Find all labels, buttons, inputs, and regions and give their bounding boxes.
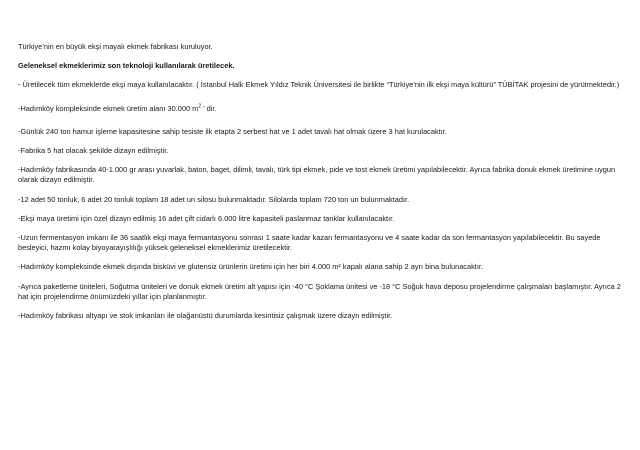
paragraph-buildings: -Hadımköy kompleksinde ekmek dışında bisküvi ve glutensiz ürünlerin üretimi için her biri 4.000 m² kapalı alana sahip 2 ayrı bina bulunacaktır. bbox=[18, 262, 484, 272]
paragraph-area bbox=[18, 104, 624, 114]
intro-line: Türkiye’nin en büyük ekşi mayalı ekmek fabrikası kuruluyor. bbox=[18, 42, 213, 51]
area-superscript: 2 bbox=[198, 103, 202, 110]
paragraph-products: -Hadımköy fabrikasında 40-1.000 gr arası yuvarlak, baton, baget, dilimli, tavalı, türk tipi ekmek, pide ve tost ekmek üretimi yapılabilecektir. Ayrıca fabrika donuk ekmek üretimine uygun olarak dizayn edilmiştir. bbox=[18, 165, 616, 185]
paragraph-lines: -Fabrika 5 hat olacak şekilde dizayn edilmiştir. bbox=[18, 146, 169, 156]
heading: Geleneksel ekmeklerimiz son teknoloji kullanılarak üretilecek. bbox=[18, 61, 235, 71]
area-text: -Hadımköy kompleksinde ekmek üretim alanı 30.000 m bbox=[18, 103, 199, 113]
document-body bbox=[18, 42, 624, 321]
paragraph-tanks: -Ekşi maya üretimi için özel dizayn edilmiş 16 adet çift cidarlı 6.000 litre kapasiteli paslanmaz tanklar kullanılacaktır. bbox=[18, 213, 395, 223]
paragraph-capacity: -Günlük 240 ton hamur işleme kapasitesine sahip tesiste ilk etapta 2 serbest hat ve 1 adet tavalı hat olmak üzere 3 hat kurulacaktır. bbox=[18, 126, 447, 136]
paragraph-fermentation: -Uzun fermentasyon imkanı ile 36 saatlik ekşi maya fermantasyonu sonrası 1 saate kadar kazan fermantasyonu ve 4 saate kadar da son fermantasyon yapılabilecektir. Bu sayede besleyici, hazmı kolay biyoyarayışlılığı yüksek geleneksel ekmeklerimiz üretilecektir. bbox=[18, 233, 601, 253]
paragraph-cooling: -Ayrıca paketleme üniteleri, Soğutma üniteleri ve donuk ekmek üretim alt yapısı için -40 °C Şoklama ünitesi ve -18 °C Soğuk hava deposu projelendirme çalışmaları başlamıştır. Ayrıca 2 hat için projelendirme önümüzdeki yıllar için planlanmıştır. bbox=[18, 281, 621, 301]
area-tail: ’ dir. bbox=[201, 103, 217, 113]
paragraph-sourdough: - Üretilecek tüm ekmeklerde ekşi maya kullanılacaktır. ( İstanbul Halk Ekmek Yıldız Teknik Üniversitesi ile birlikte “Türkiye’nin ilk ekşi maya kültürü” TÜBİTAK projesini de yürütmektedir.) bbox=[18, 80, 620, 90]
paragraph-silos: -12 adet 50 tonluk, 6 adet 20 tonluk toplam 18 adet un silosu bulunmaktadır. Silolarda toplam 720 ton un bulunmaktadır. bbox=[18, 194, 410, 204]
paragraph-infrastructure: -Hadımköy fabrikası altyapı ve stok imkanları ile olağanüstü durumlarda kesintisiz çalışmak üzere dizayn edilmiştir. bbox=[18, 311, 393, 321]
